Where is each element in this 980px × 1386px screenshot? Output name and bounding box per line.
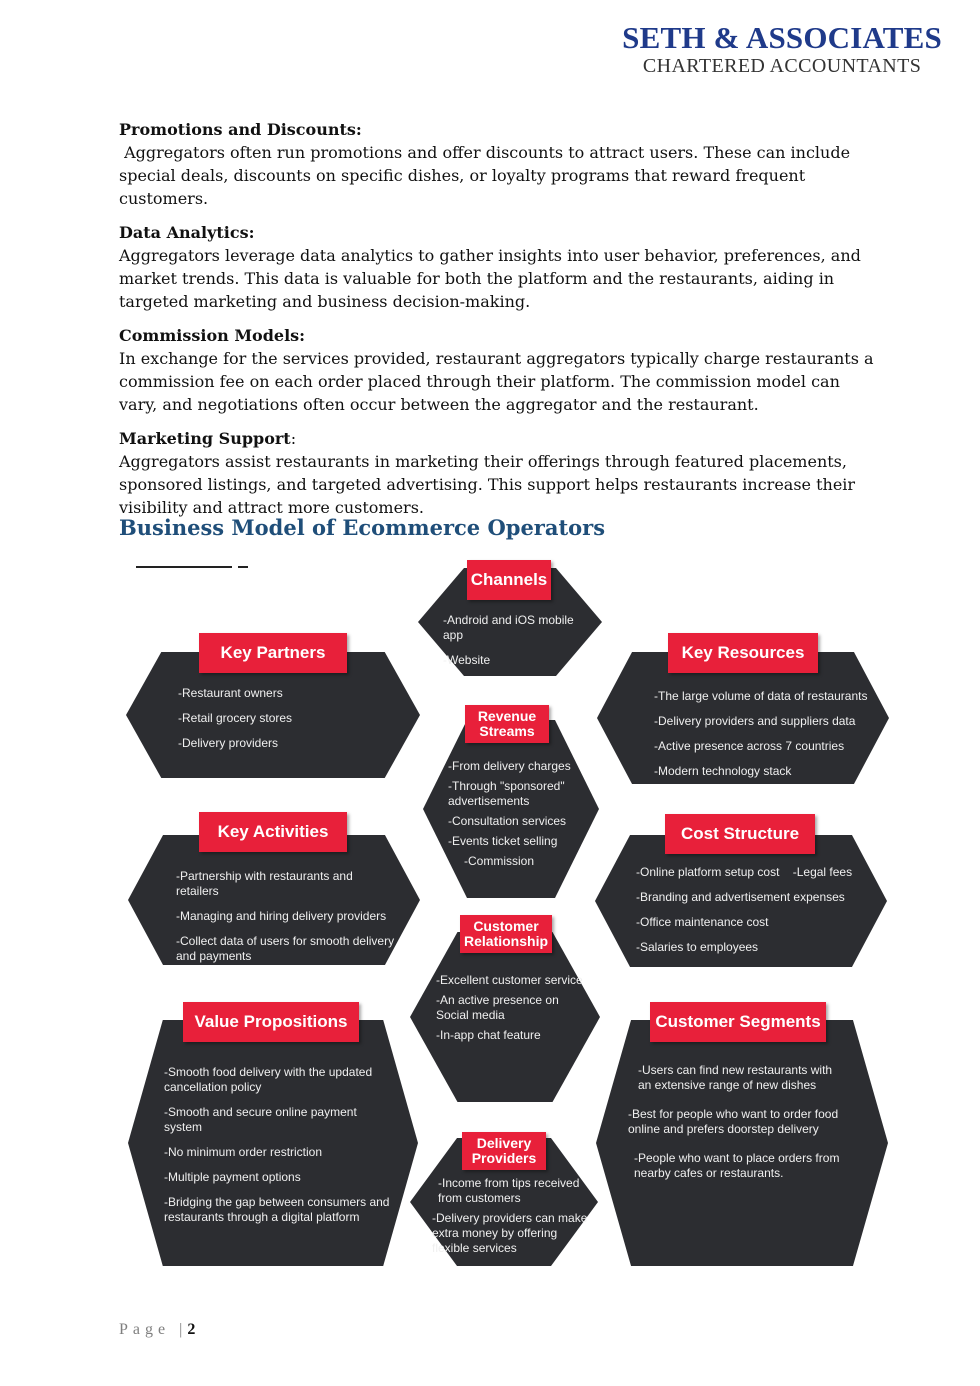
label-key-partners: Key Partners: [199, 633, 347, 673]
list-item: -An active presence on Social media: [436, 993, 559, 1022]
page-separator: |: [179, 1321, 188, 1338]
firm-subtitle: CHARTERED ACCOUNTANTS: [642, 55, 922, 77]
items-channels: [443, 613, 593, 678]
items-key-resources: [654, 689, 874, 789]
items-cost-structure: [636, 865, 866, 965]
section-paragraph: Aggregators assist restaurants in marketing their offerings through featured placements, sponsored listings, and targeted advertising. This support helps restaurants increase their visibility and attract more customers.: [119, 452, 856, 517]
section-heading: [119, 427, 879, 450]
list-item: -The large volume of data of restaurants: [654, 689, 868, 703]
list-item: -Partnership with restaurants and retailers: [176, 869, 353, 898]
list-item: -Users can find new restaurants with an extensive range of new dishes: [638, 1063, 833, 1092]
list-item: -No minimum order restriction: [164, 1145, 323, 1159]
list-item: -In-app chat feature: [436, 1028, 541, 1042]
list-item: -Restaurant owners: [178, 686, 283, 700]
items-revenue-streams: [448, 759, 578, 874]
label-cost-structure: Cost Structure: [665, 814, 815, 854]
list-item: -Branding and advertisement expenses: [636, 890, 845, 904]
list-item: -Modern technology stack: [654, 764, 792, 778]
list-item: -Bridging the gap between consumers and restaurants through a digital platform: [164, 1195, 390, 1224]
list-item: -Active presence across 7 countries: [654, 739, 845, 753]
label-value-propositions: Value Propositions: [183, 1002, 359, 1042]
items-delivery-providers: [432, 1176, 592, 1261]
list-item: -Salaries to employees: [636, 940, 759, 954]
label-delivery-providers: Delivery Providers: [462, 1132, 546, 1170]
label-key-activities: Key Activities: [199, 812, 347, 852]
items-customer-relationship: [436, 973, 586, 1048]
section-commission: [119, 324, 879, 416]
section-heading: Data Analytics:: [119, 223, 255, 242]
section-marketing: [119, 427, 879, 519]
label-channels: Channels: [467, 560, 551, 600]
section-heading: Promotions and Discounts:: [119, 120, 362, 139]
firm-name: SETH & ASSOCIATES: [622, 20, 942, 55]
items-key-activities: [176, 869, 398, 974]
page-label: Page: [119, 1321, 171, 1338]
list-item: -Online platform setup cost -Legal fees: [636, 865, 853, 879]
list-item: -Retail grocery stores: [178, 711, 293, 725]
list-item: -Consultation services: [448, 814, 567, 828]
items-key-partners: [178, 686, 398, 761]
list-item: -Website: [443, 653, 491, 667]
list-item: -From delivery charges: [448, 759, 571, 773]
list-item: -People who want to place orders from nearby cafes or restaurants.: [634, 1151, 840, 1180]
label-revenue-streams: Revenue Streams: [465, 705, 549, 743]
list-item: -Events ticket selling: [448, 834, 558, 848]
list-item: -Commission: [464, 854, 535, 868]
list-item: -Delivery providers: [178, 736, 279, 750]
page-number: 2: [187, 1321, 196, 1338]
business-model-canvas: [120, 560, 890, 1266]
document-body: [119, 118, 879, 530]
heading-colon: :: [290, 429, 297, 448]
label-customer-segments: Customer Segments: [650, 1002, 826, 1042]
firm-logo: [622, 22, 942, 77]
business-model-title: Business Model of Ecommerce Operators: [119, 515, 606, 540]
list-item: -Collect data of users for smooth delivery and payments: [176, 934, 395, 963]
list-item: -Best for people who want to order food online and prefers doorstep delivery: [628, 1107, 839, 1136]
list-item: -Office maintenance cost: [636, 915, 769, 929]
items-value-propositions: [164, 1065, 396, 1235]
list-item: -Through "sponsored" advertisements: [448, 779, 565, 808]
section-heading: Commission Models:: [119, 326, 306, 345]
section-data-analytics: [119, 221, 879, 313]
page-footer: [119, 1321, 195, 1339]
list-item: -Smooth food delivery with the updated cancellation policy: [164, 1065, 373, 1094]
list-item: -Android and iOS mobile app: [443, 613, 574, 642]
list-item: -Income from tips received from customers: [438, 1176, 580, 1205]
list-item: -Delivery providers can make extra money by offering flexible services: [432, 1211, 588, 1255]
label-customer-relationship: Customer Relationship: [460, 915, 552, 953]
section-paragraph: In exchange for the services provided, restaurant aggregators typically charge restaurants a commission fee on each order placed through their platform. The commission model can vary, and negotiations often occur between the aggregator and the restaurant.: [119, 349, 874, 414]
items-customer-segments: [628, 1063, 842, 1191]
list-item: -Excellent customer service: [436, 973, 583, 987]
list-item: -Smooth and secure online payment system: [164, 1105, 357, 1134]
heading-text: Marketing Support: [119, 429, 291, 448]
section-paragraph: Aggregators often run promotions and offer discounts to attract users. These can include special deals, discounts on specific dishes, or loyalty programs that reward frequent customers.: [119, 143, 856, 208]
list-item: -Managing and hiring delivery providers: [176, 909, 387, 923]
label-key-resources: Key Resources: [668, 633, 818, 673]
list-item: -Multiple payment options: [164, 1170, 301, 1184]
section-promotions: [119, 118, 879, 210]
section-paragraph: Aggregators leverage data analytics to gather insights into user behavior, preferences, and market trends. This data is valuable for both the platform and the restaurants, aiding in targeted marketing and business decision-making.: [119, 246, 861, 311]
list-item: -Delivery providers and suppliers data: [654, 714, 856, 728]
